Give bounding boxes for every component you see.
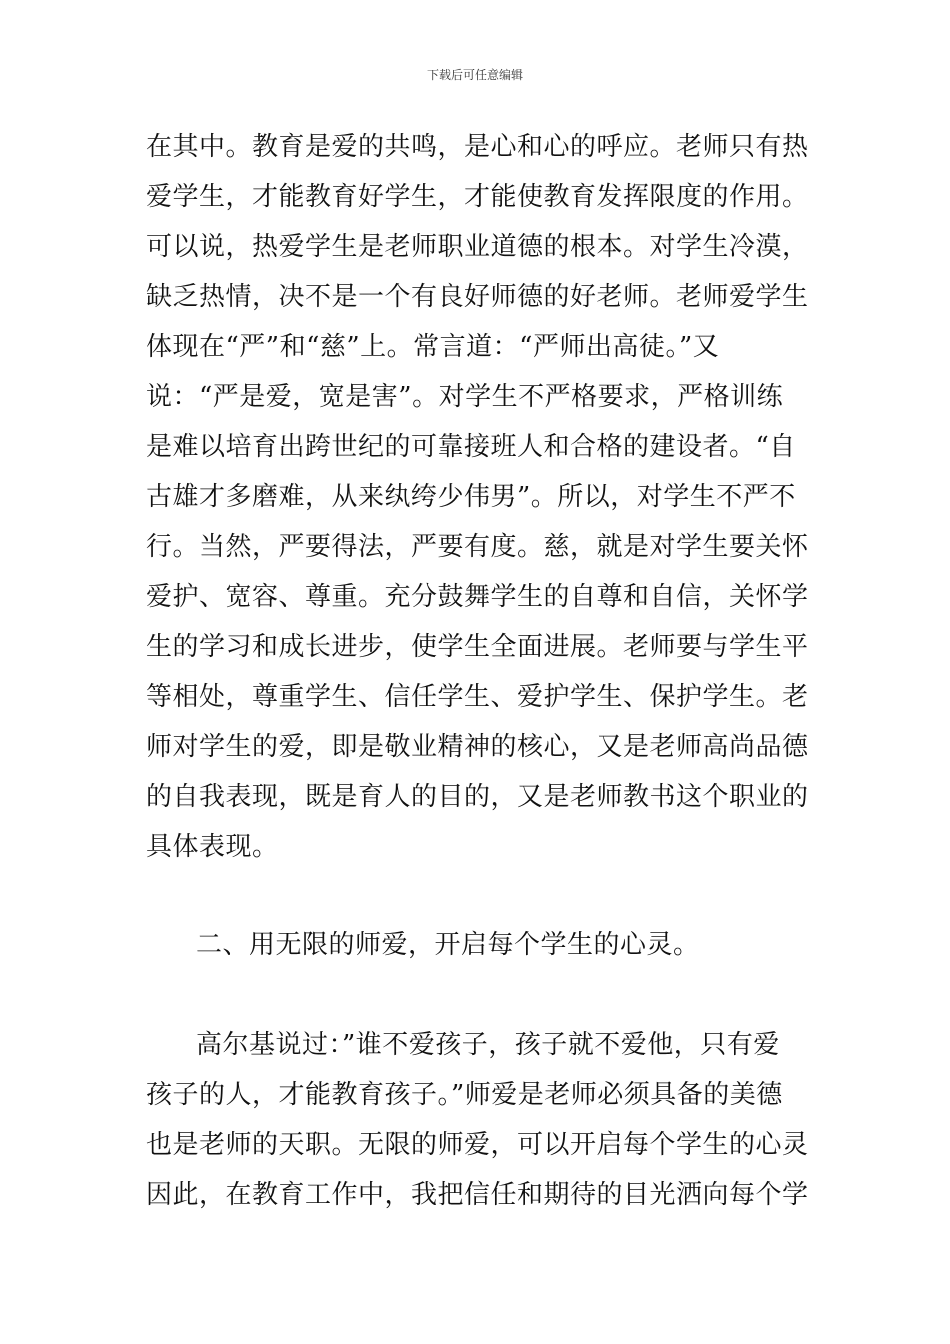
paragraph1-line-6: 说：“严是爱，宽是害”。对学生不严格要求，严格训练 [146, 382, 784, 412]
paragraph1-line-7: 是难以培育出跨世纪的可靠接班人和合格的建设者。“自 [146, 432, 796, 462]
paragraph1-line-8: 古雄才多磨难，从来纨绔少伟男”。所以，对学生不严不 [146, 482, 796, 512]
paragraph1-line-12: 等相处，尊重学生、信任学生、爱护学生、保护学生。老 [146, 682, 809, 712]
paragraph1-line-14: 的自我表现，既是育人的目的，又是老师教书这个职业的 [146, 782, 809, 812]
paragraph1-line-5: 体现在“严”和“慈”上。常言道：“严师出高徒。”又 [146, 332, 720, 362]
paragraph1-line-15: 具体表现。 [146, 832, 279, 862]
paragraph1-line-13: 师对学生的爱，即是敬业精神的核心，又是老师高尚品德 [146, 732, 809, 762]
paragraph2-line-3: 也是老师的天职。无限的师爱，可以开启每个学生的心灵 [146, 1130, 809, 1160]
page-header: 下载后可任意编辑 [426, 68, 523, 82]
paragraph2-line-1: 高尔基说过：”谁不爱孩子，孩子就不爱他，只有爱 [196, 1030, 780, 1060]
paragraph1-line-10: 爱护、宽容、尊重。充分鼓舞学生的自尊和自信，关怀学 [146, 582, 809, 612]
paragraph1-line-1: 在其中。教育是爱的共鸣，是心和心的呼应。老师只有热 [146, 132, 809, 162]
paragraph2-line-4: 因此，在教育工作中，我把信任和期待的目光洒向每个学 [146, 1180, 809, 1210]
paragraph1-line-11: 生的学习和成长进步，使学生全面进展。老师要与学生平 [146, 632, 809, 662]
section-heading: 二、用无限的师爱，开启每个学生的心灵。 [196, 930, 700, 960]
paragraph2-line-2: 孩子的人，才能教育孩子。”师爱是老师必须具备的美德 [146, 1080, 783, 1110]
paragraph1-line-3: 可以说，热爱学生是老师职业道德的根本。对学生冷漠， [146, 232, 809, 262]
paragraph1-line-9: 行。当然，严要得法，严要有度。慈，就是对学生要关怀 [146, 532, 809, 562]
paragraph1-line-2: 爱学生，才能教育好学生，才能使教育发挥限度的作用。 [146, 182, 809, 212]
paragraph1-line-4: 缺乏热情，决不是一个有良好师德的好老师。老师爱学生 [146, 282, 809, 312]
